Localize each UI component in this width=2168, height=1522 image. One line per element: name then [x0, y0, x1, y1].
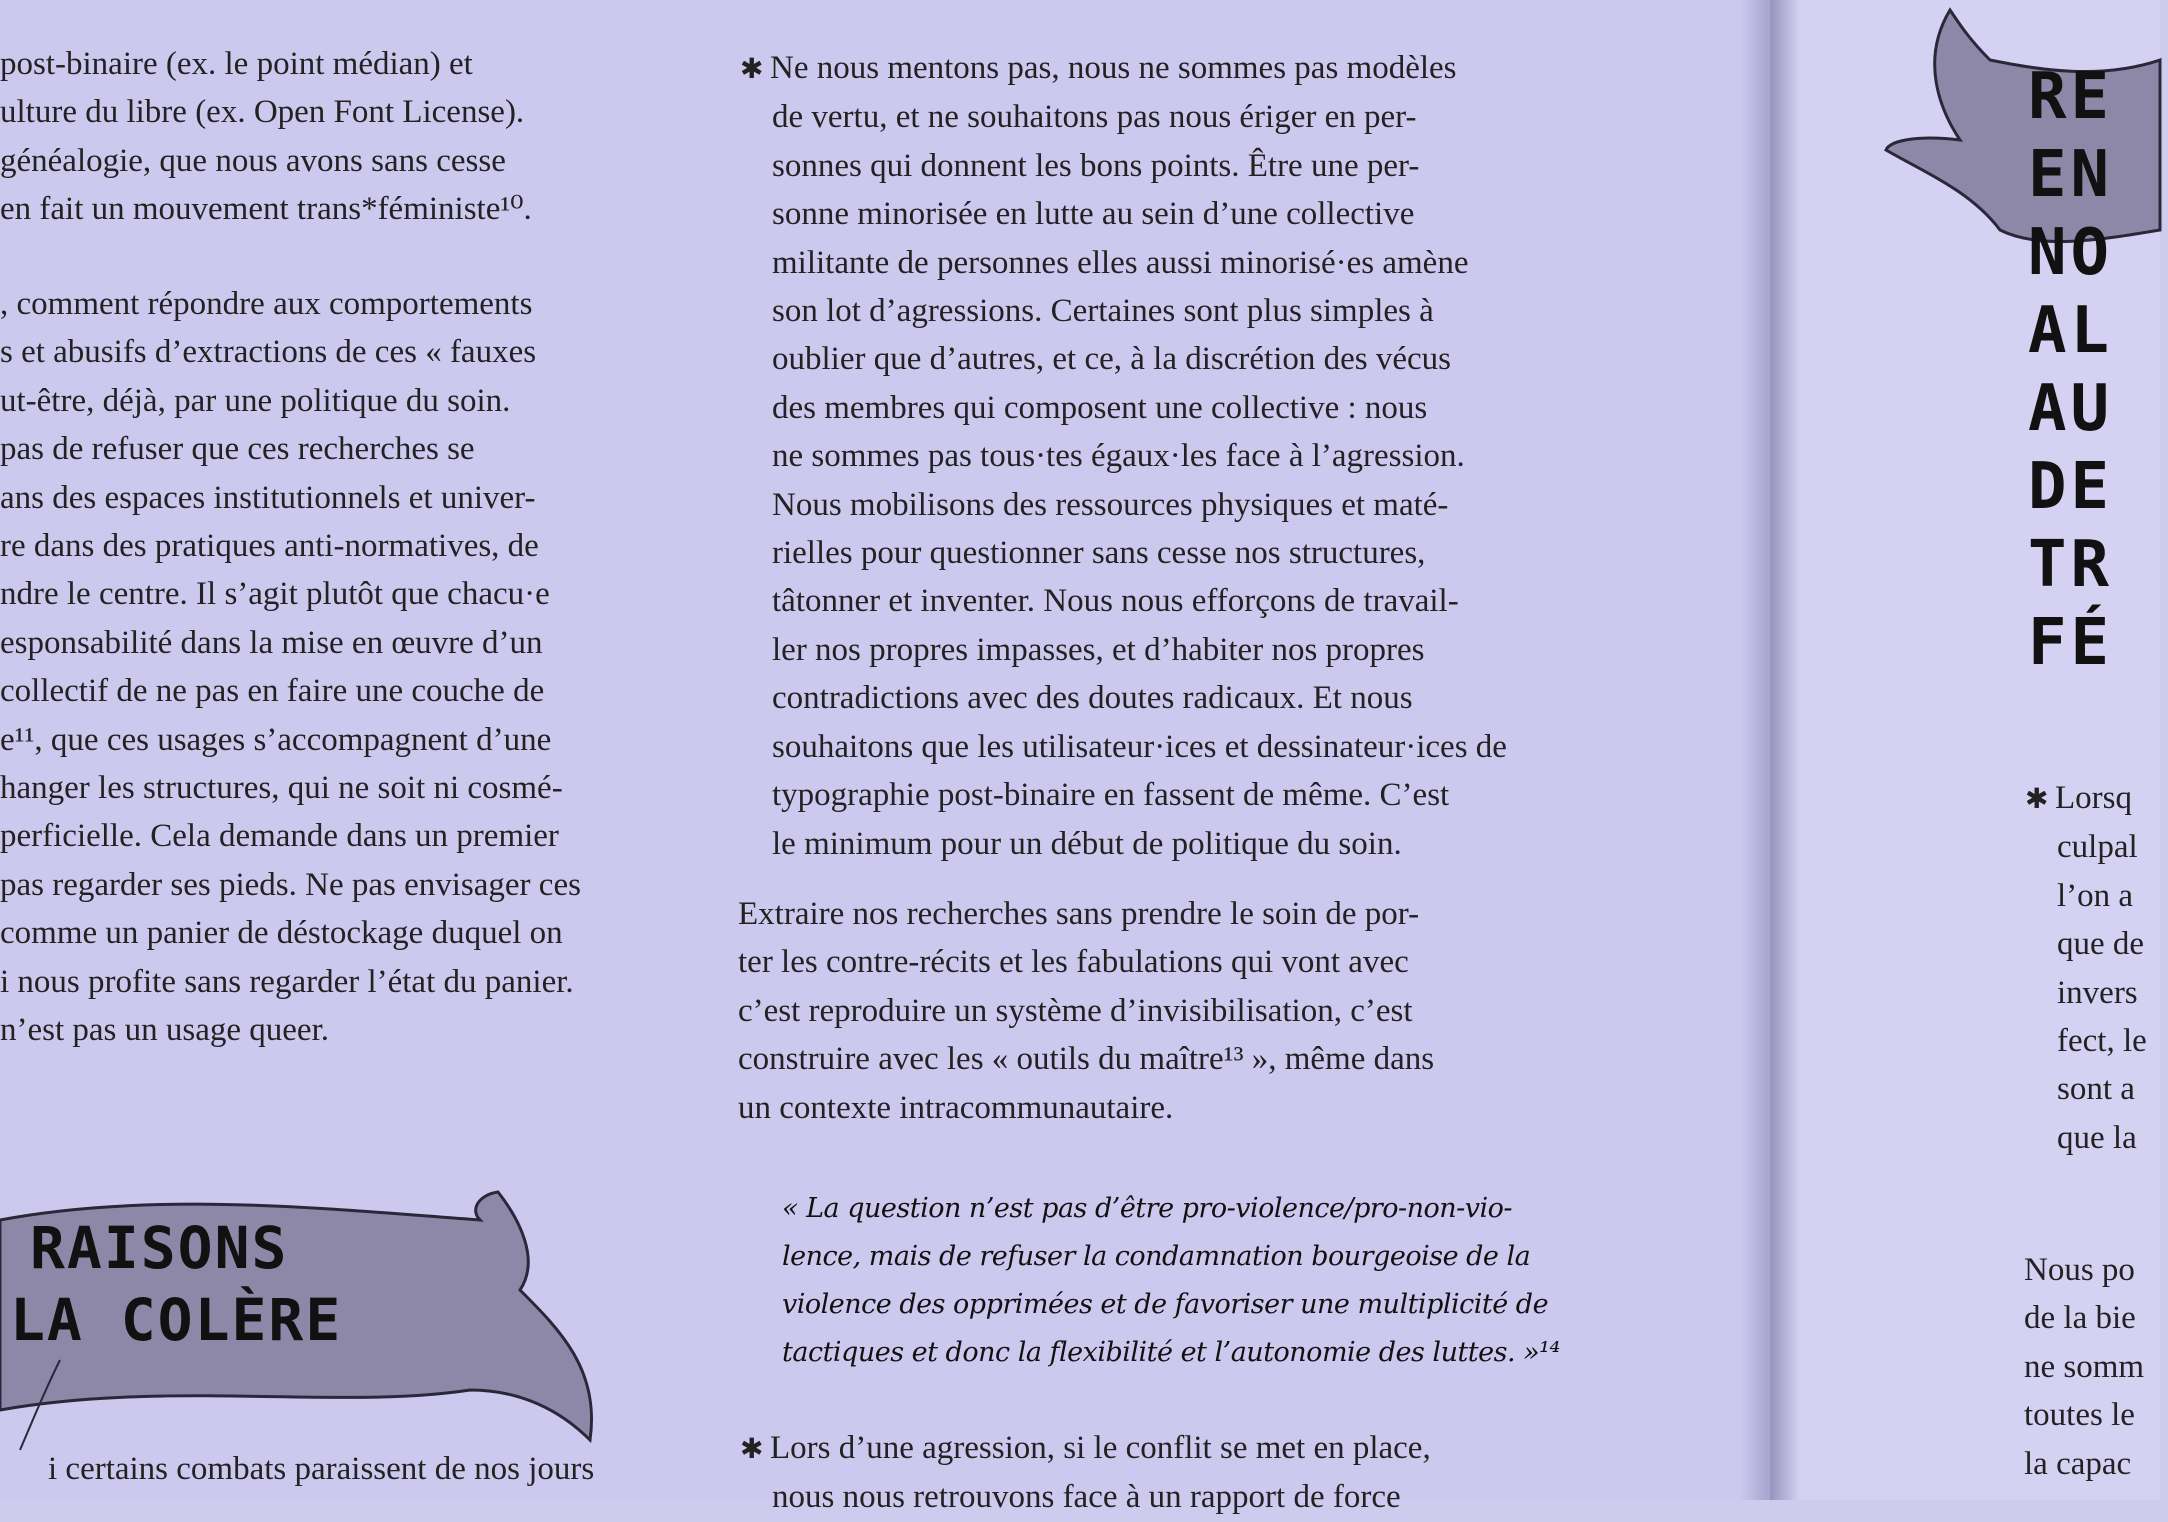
heading-line-1: RAISONS: [30, 1214, 289, 1282]
book-gutter: [1740, 0, 1800, 1500]
asterisk-icon: ✱: [740, 52, 764, 85]
title-row: DE: [2028, 450, 2114, 524]
heading-ribbon-colere: [0, 1180, 620, 1460]
col3-paragraph-1: [2025, 774, 2160, 1162]
quote-line: violence des opprimées et de favoriser une multiplicité de: [782, 1289, 1549, 1320]
text-line: nous nous retrouvons face à un rapport de force: [772, 1479, 1401, 1516]
text-line: ler nos propres impasses, et d’habiter nos propres: [772, 631, 1425, 668]
text-line: tâtonner et inventer. Nous nous efforçons de travail-: [772, 583, 1459, 620]
text-line: ndre le centre. Il s’agit plutôt que chacu·e: [0, 576, 550, 613]
text-fragment: Lors d’une agression, si le conflit se met en place,: [770, 1430, 1431, 1466]
col2-paragraph-2: [738, 890, 1593, 1132]
text-line: [740, 1424, 1592, 1473]
text-line: le minimum pour un début de politique du soin.: [772, 825, 1402, 862]
text-line: sont a: [2057, 1071, 2135, 1108]
title-row: AL: [2028, 294, 2114, 368]
text-line: son lot d’agressions. Certaines sont plus simples à: [772, 293, 1434, 330]
text-line: sonnes qui donnent les bons points. Être une per-: [772, 147, 1420, 184]
text-fragment: Ne nous mentons pas, nous ne sommes pas modèles: [770, 50, 1457, 86]
text-line: ans des espaces institutionnels et univer-: [0, 479, 536, 516]
text-line: Extraire nos recherches sans prendre le soin de por-: [738, 896, 1420, 932]
text-line: collectif de ne pas en faire une couche de: [0, 673, 545, 710]
text-line: hanger les structures, qui ne soit ni cosmé-: [0, 770, 563, 807]
text-line: , comment répondre aux comportements: [0, 286, 533, 322]
title-row: EN: [2028, 138, 2114, 212]
asterisk-icon: ✱: [2025, 782, 2049, 815]
text-fragment: Lorsq: [2055, 780, 2132, 816]
text-line: post-binaire (ex. le point médian) et: [0, 46, 473, 82]
text-line: que de: [2057, 926, 2145, 963]
pull-quote: [782, 1185, 1560, 1377]
text-line: n’est pas un usage queer.: [0, 1012, 329, 1049]
text-line: rielles pour questionner sans cesse nos structures,: [772, 535, 1426, 572]
text-line: des membres qui composent une collective : nous: [772, 389, 1428, 426]
text-line: comme un panier de déstockage duquel on: [0, 915, 563, 952]
text-line: toutes le: [2024, 1397, 2135, 1434]
text-line: ter les contre-récits et les fabulations qui vont avec: [738, 944, 1409, 981]
text-line: i certains combats paraissent de nos jours: [48, 1451, 595, 1487]
text-line: re dans des pratiques anti-normatives, de: [0, 528, 539, 565]
text-line: e¹¹, que ces usages s’accompagnent d’une: [0, 721, 552, 758]
text-line: ne somm: [2024, 1348, 2145, 1385]
text-line: souhaitons que les utilisateur·ices et dessinateur·ices de: [772, 728, 1507, 765]
vertical-title: [2028, 58, 2168, 682]
text-line: ne sommes pas tous·tes égaux·les face à l’agression.: [772, 438, 1465, 475]
text-line: ut-être, déjà, par une politique du soin.: [0, 382, 511, 419]
title-row: FÉ: [2028, 606, 2114, 680]
text-line: culpal: [2057, 829, 2138, 866]
text-line: sonne minorisée en lutte au sein d’une collective: [772, 196, 1415, 233]
text-line: généalogie, que nous avons sans cesse: [0, 142, 506, 179]
text-line: militante de personnes elles aussi minorisé·es amène: [772, 244, 1469, 281]
col1-paragraph-2: [0, 280, 668, 1055]
col3-star-gutter: [2025, 780, 2057, 820]
text-line: [740, 44, 1592, 93]
text-line: que la: [2057, 1119, 2137, 1156]
text-line: perficielle. Cela demande dans un premier: [0, 818, 559, 855]
title-row: RE: [2028, 60, 2114, 134]
text-line: invers: [2057, 974, 2138, 1011]
text-line: ulture du libre (ex. Open Font License).: [0, 94, 525, 131]
text-line: fect, le: [2057, 1023, 2147, 1060]
text-line: s et abusifs d’extractions de ces « fauxes: [0, 334, 537, 371]
text-line: esponsabilité dans la mise en œuvre d’un: [0, 624, 543, 661]
title-row: AU: [2028, 372, 2114, 446]
col1-dropcap-line: [48, 1445, 668, 1493]
text-line: de la bie: [2024, 1300, 2136, 1337]
text-line: typographie post-binaire en fassent de même. C’est: [772, 777, 1450, 814]
col3-paragraph-2: [2024, 1246, 2160, 1488]
text-line: c’est reproduire un système d’invisibilisation, c’est: [738, 992, 1413, 1029]
text-line: en fait un mouvement trans*féministe¹⁰.: [0, 191, 532, 228]
text-line: [2025, 774, 2160, 823]
text-line: contradictions avec des doutes radicaux. Et nous: [772, 680, 1413, 717]
text-line: l’on a: [2057, 877, 2134, 914]
text-line: i nous profite sans regarder l’état du panier.: [0, 963, 574, 1000]
text-line: de vertu, et ne souhaitons pas nous ériger en per-: [772, 99, 1417, 136]
text-line: construire avec les « outils du maître¹³ », même dans: [738, 1041, 1435, 1078]
text-line: un contexte intracommunautaire.: [738, 1089, 1174, 1126]
text-line: Nous po: [2024, 1252, 2135, 1288]
text-line: la capac: [2024, 1445, 2132, 1482]
text-line: Nous mobilisons des ressources physiques et maté-: [772, 486, 1449, 523]
quote-line: « La question n’est pas d’être pro-violence/pro-non-vio-: [782, 1193, 1513, 1224]
col2-paragraph-3: [740, 1424, 1592, 1522]
text-line: pas regarder ses pieds. Ne pas envisager ces: [0, 866, 581, 903]
quote-line: lence, mais de refuser la condamnation bourgeoise de la: [782, 1241, 1531, 1272]
col2-paragraph-1: [740, 44, 1592, 868]
quote-line: tactiques et donc la flexibilité et l’autonomie des luttes. »¹⁴: [782, 1337, 1560, 1368]
title-row: TR: [2028, 528, 2114, 602]
heading-line-2: LA COLÈRE: [10, 1286, 343, 1354]
asterisk-icon: ✱: [740, 1432, 764, 1465]
text-line: oublier que d’autres, et ce, à la discrétion des vécus: [772, 341, 1451, 378]
col1-paragraph-1: [0, 40, 668, 234]
title-row: NO: [2028, 216, 2114, 290]
text-line: pas de refuser que ces recherches se: [0, 431, 475, 468]
